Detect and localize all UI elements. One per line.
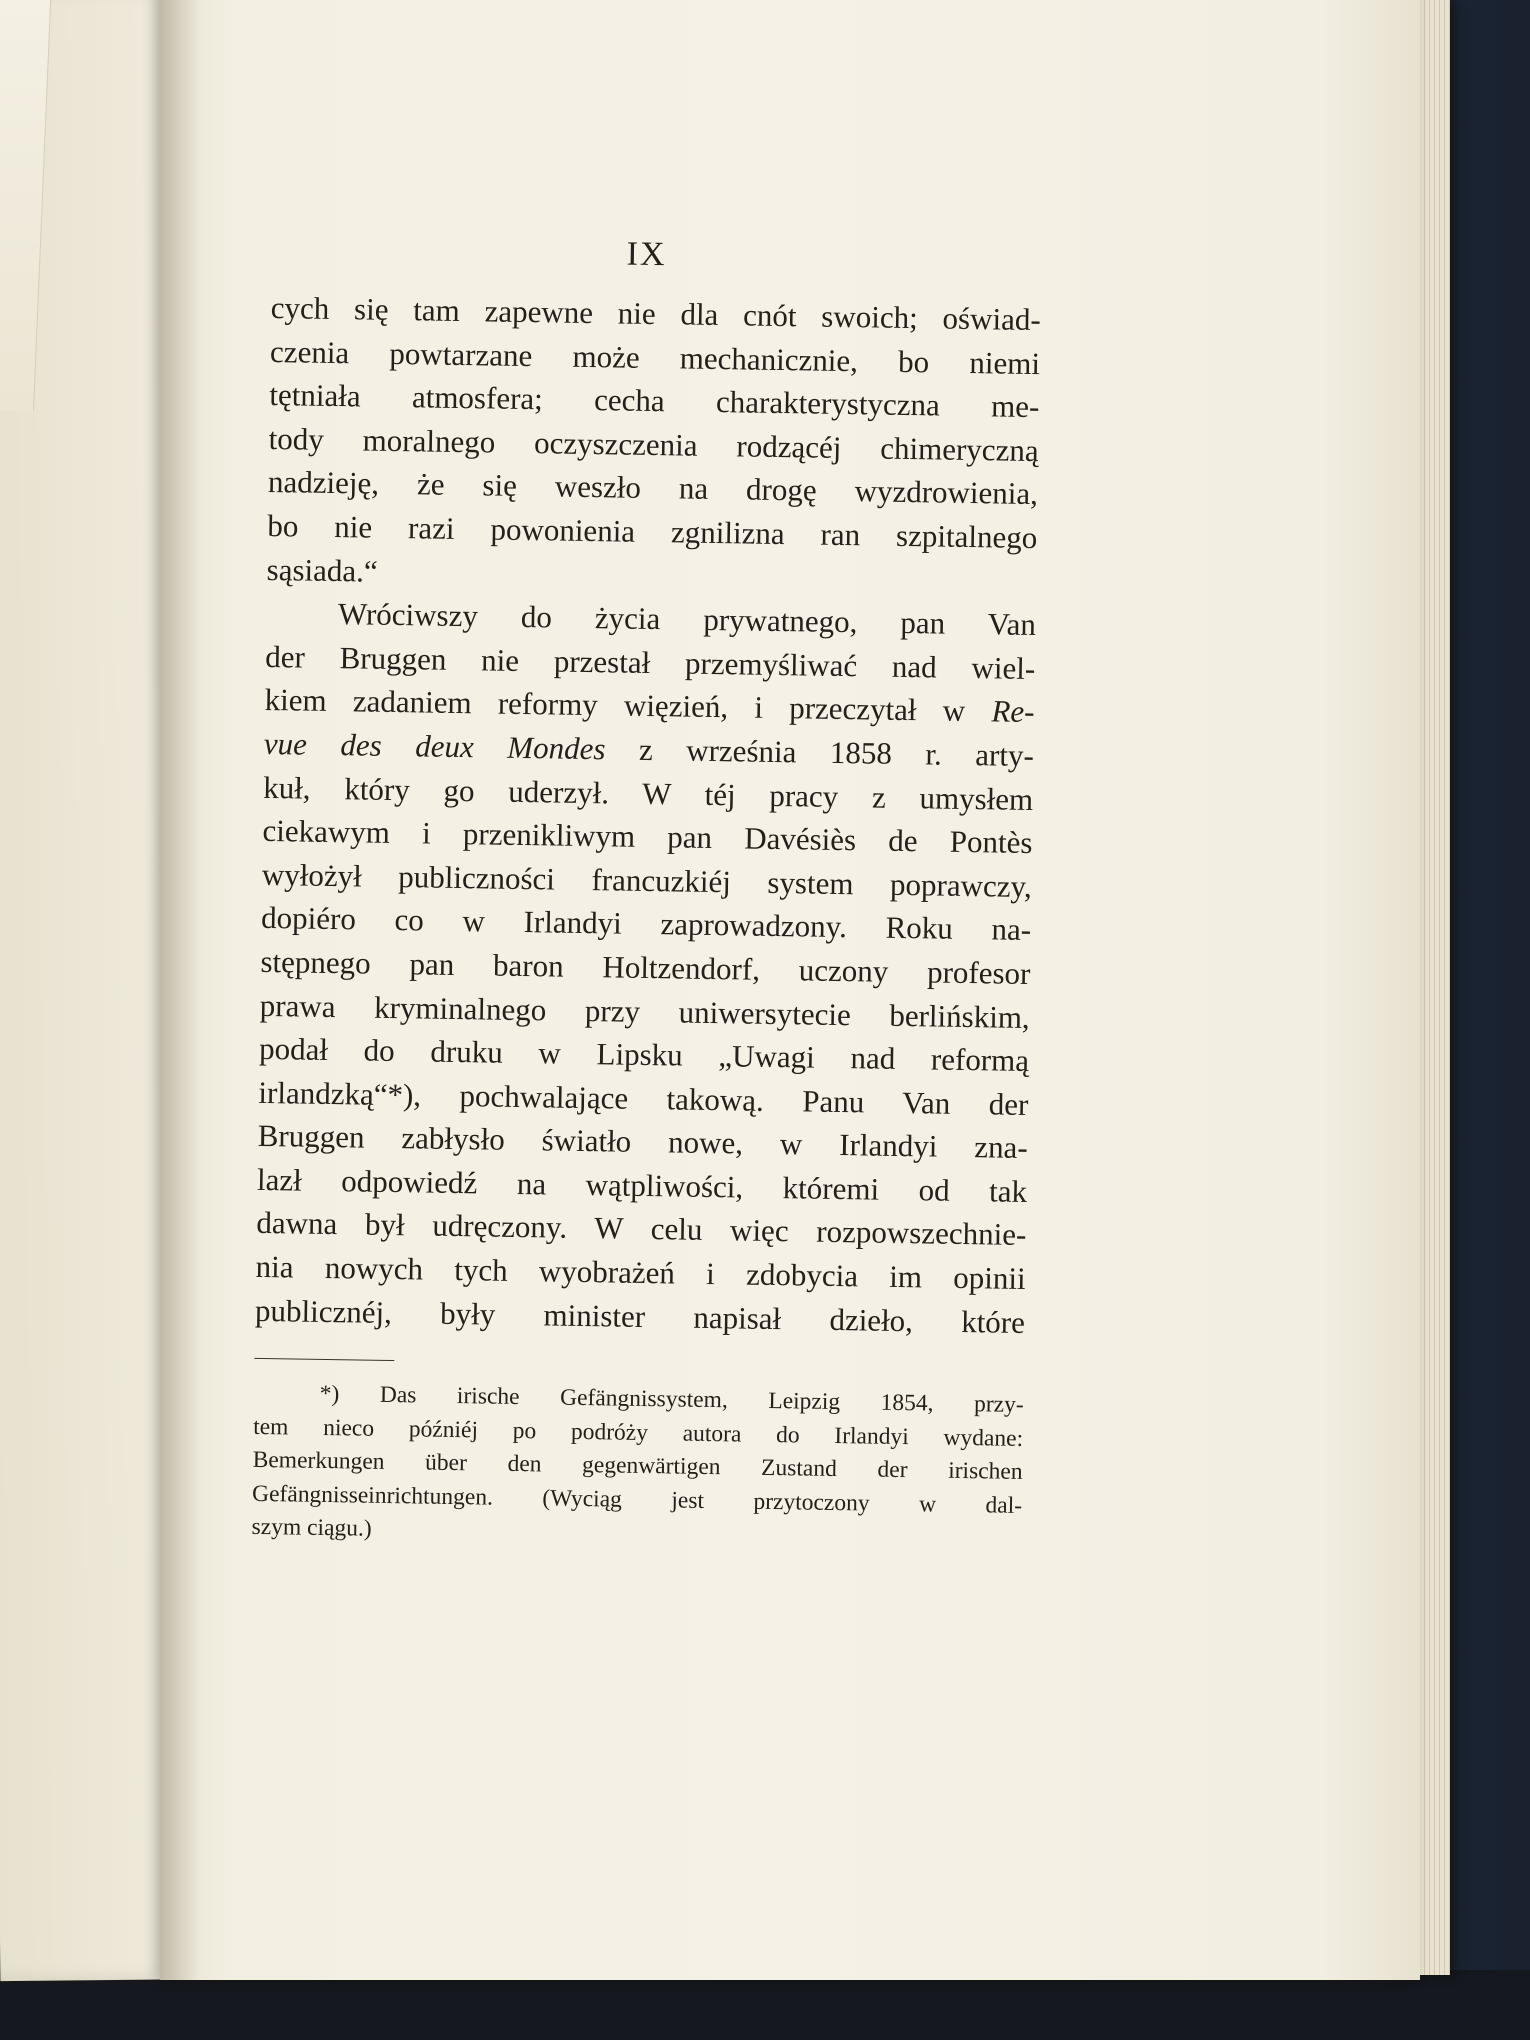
right-page [160, 0, 1420, 1980]
footnote-line: szym ciągu.) [251, 1514, 372, 1542]
body-line: cych się tam zapewne nie dla cnót swoich; oświad- [270, 289, 1041, 338]
body-line: sąsiada.“ [266, 551, 378, 589]
body-line: Bruggen zabłysło światło nowe, w Irlandyi zna- [257, 1118, 1028, 1166]
line-text: z września 1858 r. arty- [605, 731, 1035, 773]
body-line: nia nowych tych wyobrażeń i zdobycia im opinii [255, 1248, 1026, 1297]
body-line: tętniała atmosfera; cecha charakterystyczna me- [269, 377, 1040, 425]
desk-edge [0, 1970, 1530, 2040]
italic-title: vue des deux Mondes [263, 725, 606, 767]
page-content [251, 230, 1042, 1557]
page-number: IX [626, 235, 667, 274]
footnote-line: Bemerkungen über den gegenwärtigen Zustand der irischen [252, 1447, 1023, 1486]
body-line: Wróciwszy do życia prywatnego, pan Van [337, 596, 1037, 643]
body-text [255, 286, 1041, 1344]
body-line: ciekawym i przenikliwym pan Davésiès de Pontès [262, 813, 1033, 861]
footnote-line: *) Das irische Gefängnissystem, Leipzig 1854, przy- [319, 1381, 1024, 1419]
body-line: der Bruggen nie przestał przemyśliwać nad wiel- [265, 638, 1036, 686]
body-line: nadzieję, że się weszło na drogę wyzdrowienia, [267, 464, 1039, 512]
body-line: kuł, który go uderzył. W téj pracy z umysłem [262, 769, 1034, 817]
body-line: prawa kryminalnego przy uniwersytecie berlińskim, [259, 987, 1031, 1035]
body-line: kiem zadaniem reformy więzień, i przeczytał w Re- [264, 682, 1035, 730]
body-line: podał do druku w Lipsku „Uwagi nad reformą [258, 1030, 1030, 1079]
body-line: dawna był udręczony. W celu więc rozpowszechnie- [256, 1205, 1027, 1253]
footnote-line: Gefängnisseinrichtungen. (Wyciąg jest przytoczony w dal- [251, 1480, 1023, 1519]
body-line: stępnego pan baron Holtzendorf, uczony profesor [260, 943, 1031, 991]
body-line: tody moralnego oczyszczenia rodzącéj chimeryczną [268, 420, 1039, 468]
footnote-divider [254, 1358, 394, 1361]
body-line: wyłożył publiczności francuzkiéj system poprawczy, [261, 856, 1033, 904]
footnote-line: tem nieco późniéj po podróży autora do Irlandyi wydane: [252, 1413, 1024, 1452]
body-line: irlandzką“*), pochwalające takową. Panu Van der [258, 1074, 1029, 1122]
body-line: lazł odpowiedź na wątpliwości, któremi od tak [256, 1161, 1028, 1209]
gutter-shadow [160, 0, 200, 1980]
body-line: dopiéro co w Irlandyi zaprowadzony. Roku na- [260, 900, 1032, 948]
body-line: czenia powtarzane może mechanicznie, bo niemi [269, 333, 1041, 381]
left-page-tear [0, 0, 52, 411]
body-line: bo nie razi powonienia zgnilizna ran szpitalnego [267, 507, 1038, 556]
footnotes [251, 1377, 1024, 1557]
body-line: publicznéj, były minister napisał dzieło, które [254, 1292, 1026, 1340]
